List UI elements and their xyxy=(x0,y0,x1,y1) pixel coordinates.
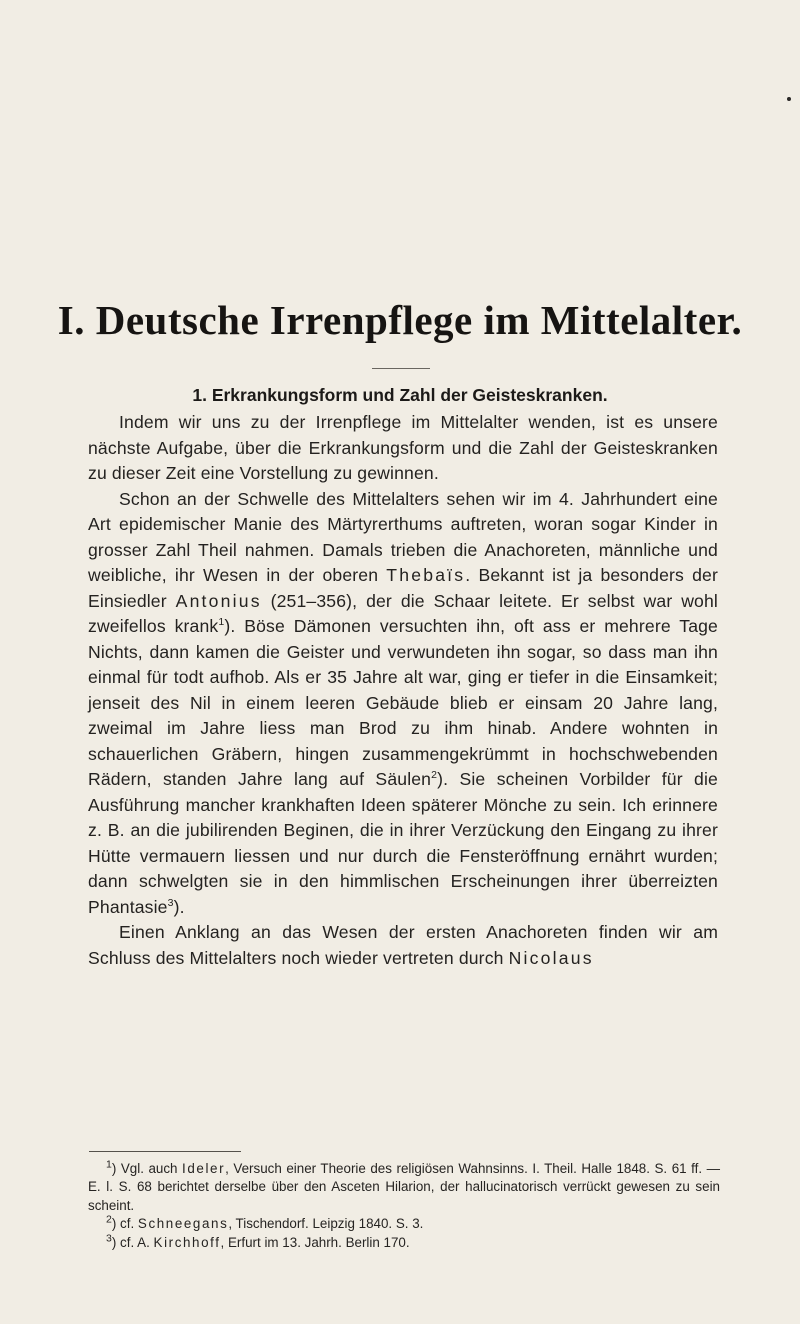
footnote-mark-3: 3 xyxy=(106,1232,112,1245)
text-run: , Erfurt im 13. Jahrh. Berlin 170. xyxy=(220,1234,410,1250)
footnote-mark-2: 2 xyxy=(106,1213,112,1226)
text-run: , Tischendorf. Leipzig 1840. S. 3. xyxy=(228,1216,424,1232)
text-run: (251–356), der die Schaar leitete. Er selbst war wohl zweifellos krank xyxy=(88,590,718,636)
footnote-3 xyxy=(88,1234,720,1252)
section-heading: 1. Erkrankungsform und Zahl der Geisteskranken. xyxy=(192,385,608,405)
footnote-author-kirchhoff: Kirchhoff xyxy=(153,1234,221,1250)
text-run: . Bekannt ist ja besonders der Einsiedler xyxy=(88,565,719,611)
text-run: ). Böse Dämonen versuchten ihn, oft ass er mehrere Tage Nichts, dann kamen die Geister und verwundeten ihn sogar, so dass man ihn einmal für todt aufhob. Als er 35 Jahre alt war, ging er tiefer in die Einsamkeit; jenseit des Nil in einem leeren Gebäude blieb er einsam 20 Jahre lang, zweimal im Jahre liess man Brod zu ihm hinab. Andere wohnten in schauerlichen Gräbern, hingen zusammengekrümmt in hochschwebenden Rädern, standen Jahre lang auf Säulen xyxy=(88,616,718,789)
ink-dot xyxy=(787,97,791,101)
footnote-ref-2[interactable]: 2 xyxy=(431,769,438,782)
text-run: Einen Anklang an das Wesen der ersten Anachoreten finden wir am Schluss des Mittelalters noch wieder vertreten durch xyxy=(88,922,718,968)
footnote-ref-1[interactable]: 1 xyxy=(218,616,225,629)
text-run: ). Sie scheinen Vorbilder für die Ausführung mancher krankhaften Ideen späterer Mönche zu sein. Ich erinnere z. B. an die jubilirenden Beginen, die in ihrer Verzückung den Eingang zu ihrer Hütte vermauern liessen und nur durch die Fensteröffnung ernährt wurden; dann schwelgten sie in den himmlischen Erscheinungen ihrer überreizten Phantasie xyxy=(88,769,718,917)
footnote-ref-3[interactable]: 3 xyxy=(167,896,174,909)
footnote-author-ideler: Ideler xyxy=(182,1161,226,1176)
footnote-1 xyxy=(88,1160,720,1215)
title-divider xyxy=(372,368,430,369)
footnote-author-schneegans: Schneegans xyxy=(137,1216,229,1232)
chapter-title: I. Deutsche Irrenpflege im Mittelalter. xyxy=(57,297,743,343)
text-run: , Versuch einer Theorie des religiösen Wahnsinns. I. Theil. Halle 1848. S. 61 ff. — E. l. S. 68 berichtet derselbe über den Asceten Hilarion, der hallucinatorisch verrückt gewesen zu sein scheint. xyxy=(88,1161,720,1213)
text-run: ). xyxy=(173,896,185,917)
text-run: Schon an der Schwelle des Mittelalters sehen wir im 4. Jahrhundert eine Art epidemischer Manie des Märtyrerthums auftreten, woran sogar Kinder in grosser Zahl Theil nahmen. Damals trieben die Anachoreten, männliche und weibliche, ihr Wesen in der oberen xyxy=(88,488,718,585)
text-run: ) Vgl. auch xyxy=(111,1161,178,1176)
emphasized-name-nicolaus: Nicolaus xyxy=(508,947,594,968)
footnote-mark-1: 1 xyxy=(106,1158,112,1171)
paragraph-1: Indem wir uns zu der Irrenpflege im Mittelalter wenden, ist es unsere nächste Aufgabe, über die Erkrankungsform und die Zahl der Geisteskranken zu dieser Zeit eine Vorstellung zu gewinnen. xyxy=(88,412,718,483)
footnotes xyxy=(88,1160,720,1252)
emphasized-name-thebais: Thebaïs xyxy=(386,565,466,585)
footnote-2 xyxy=(88,1215,720,1233)
text-run: ) cf. A. xyxy=(111,1234,150,1250)
footnote-divider xyxy=(89,1151,241,1152)
paragraph-3 xyxy=(88,920,718,971)
emphasized-name-antonius: Antonius xyxy=(175,590,262,611)
paragraph-2 xyxy=(88,487,718,921)
text-run: ) cf. xyxy=(111,1216,135,1232)
body-text xyxy=(88,410,718,971)
